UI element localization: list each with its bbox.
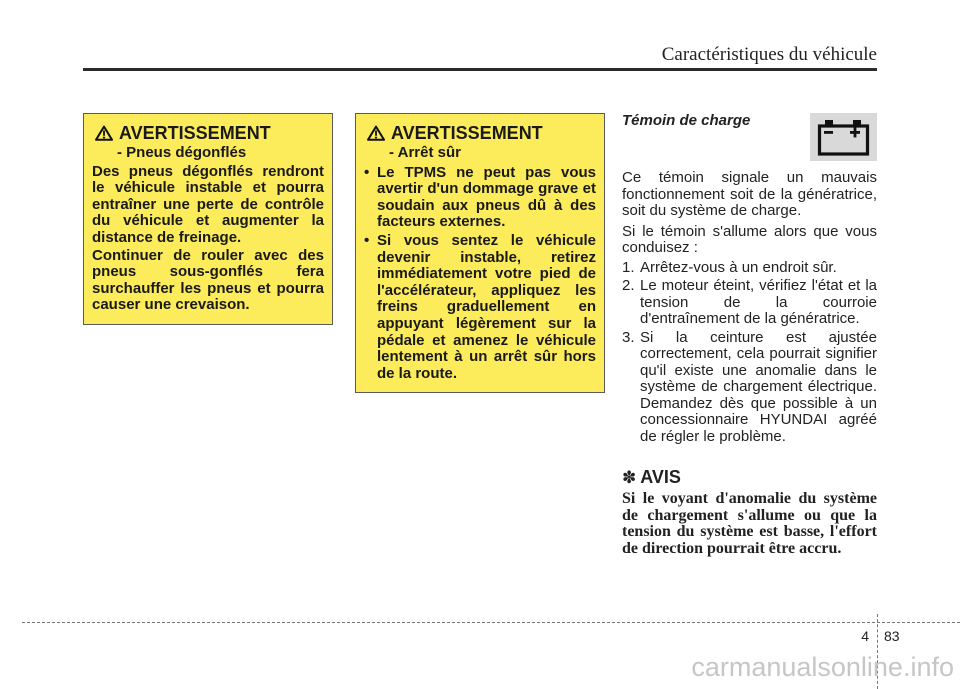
bullet-text: Si vous sentez le véhicule devenir instable, retirez immédiatement votre pied de l'accélérateur, appliquez les freins graduellement en appuyant légèrement sur la pédale et amenez le véhicule lentement à un arrêt sûr hors de la route.: [377, 231, 596, 382]
step-number: 2.: [622, 277, 635, 294]
step-number: 1.: [622, 258, 635, 276]
step-number: 3.: [622, 328, 635, 346]
charge-indicator-title: Témoin de charge: [622, 112, 751, 129]
warning-paragraph: Continuer de rouler avec des pneus sous-gonflés fera surchauffer les pneus et pourra causer une crevaison.: [92, 246, 324, 314]
watermark: carmanualsonline.info: [691, 652, 954, 682]
notice-heading: [622, 467, 877, 488]
list-item: [622, 330, 877, 446]
battery-warning-icon: [810, 113, 877, 161]
step-text: Le moteur éteint, vérifiez l'état et la tension de la courroie d'entraînement de la génératrice.: [640, 277, 877, 327]
steps-list: [622, 260, 877, 446]
warning-heading: [364, 122, 596, 144]
bullet-marker: •: [364, 163, 370, 181]
page-number: 83: [884, 628, 900, 644]
warning-triangle-icon: [367, 125, 385, 141]
charge-indicator-lead: Si le témoin s'allume alors que vous conduisez :: [622, 222, 877, 256]
chapter-number: 4: [861, 628, 869, 644]
list-item: [364, 233, 596, 382]
step-text: Arrêtez-vous à un endroit sûr.: [640, 258, 837, 276]
bullet-text: Le TPMS ne peut pas vous avertir d'un dommage grave et soudain aux pneus dû à des facteurs externes.: [377, 163, 596, 231]
list-item: [622, 278, 877, 328]
warning-heading-text: AVERTISSEMENT: [391, 123, 543, 143]
charge-indicator-section: [622, 113, 877, 557]
warning-triangle-icon: [95, 125, 113, 141]
warning-subtitle: - Arrêt sûr: [389, 144, 461, 161]
notice-asterisk-icon: ✽: [622, 468, 637, 488]
warning-box-underinflated-tires: [83, 113, 333, 325]
notice-title: AVIS: [640, 467, 681, 487]
warning-bullet-list: [364, 165, 596, 383]
bullet-marker: •: [364, 231, 370, 249]
footer-rule: [22, 622, 960, 623]
warning-box-safe-stop: [355, 113, 605, 393]
list-item: [622, 260, 877, 277]
header-rule: [83, 68, 877, 71]
warning-paragraph: Des pneus dégonflés rendront le véhicule instable et pourra entraîner une perte de contrôle du véhicule et augmenter la distance de freinage.: [92, 162, 324, 246]
battery-icon-graphic: [810, 113, 877, 161]
step-text: Si la ceinture est ajustée correctement, cela pourrait signifier qu'il existe une anomalie dans le système de chargement électrique. Demandez dès que possible à un concessionnaire HYUNDAI agréé de régler le problème.: [640, 328, 877, 445]
list-item: [364, 165, 596, 231]
charge-indicator-description: Ce témoin signale un mauvais fonctionnement soit de la génératrice, soit du système de charge.: [622, 169, 877, 219]
warning-subtitle: - Pneus dégonflés: [117, 144, 247, 161]
warning-heading: [92, 122, 324, 144]
section-title: Caractéristiques du véhicule: [661, 44, 877, 65]
warning-heading-text: AVERTISSEMENT: [119, 123, 271, 143]
notice-text: Si le voyant d'anomalie du système de chargement s'allume ou que la tension du système est basse, l'effort de direction pourrait être accru.: [622, 490, 877, 557]
